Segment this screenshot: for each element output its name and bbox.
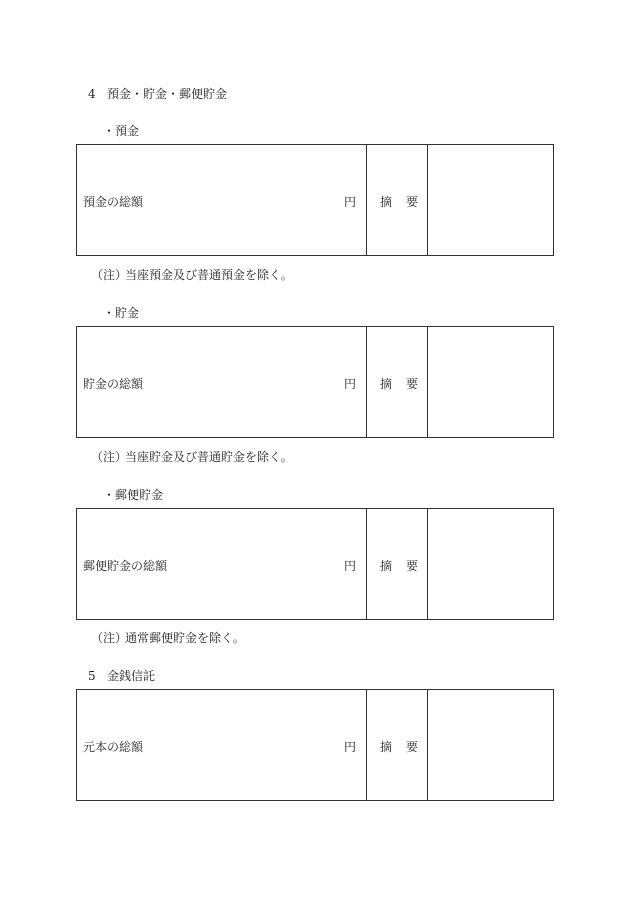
savings-unit: 円 <box>344 377 357 391</box>
section-5-title: 金銭信託 <box>107 669 156 683</box>
postal-total-label: 郵便貯金の総額 <box>83 559 168 573</box>
section-5-number: 5 <box>88 669 96 683</box>
deposit-table <box>76 144 554 256</box>
postal-memo-label <box>380 557 418 574</box>
savings-note-text: 当座貯金及び普通貯金を除く。 <box>125 450 293 464</box>
trust-divider-2 <box>427 690 428 800</box>
savings-note-paren: （注） <box>91 450 128 464</box>
postal-unit: 円 <box>344 559 357 573</box>
trust-memo-label <box>380 738 418 755</box>
postal-subheading: ・郵便貯金 <box>103 488 164 502</box>
section-5-heading <box>88 667 155 684</box>
savings-note <box>91 448 293 465</box>
postal-note-text: 通常郵便貯金を除く。 <box>125 631 245 645</box>
savings-divider-1 <box>366 327 367 437</box>
deposit-divider-1 <box>366 145 367 255</box>
trust-memo-left: 摘 <box>380 740 393 754</box>
trust-divider-1 <box>366 690 367 800</box>
postal-memo-right: 要 <box>406 559 419 573</box>
section-4-number: 4 <box>88 87 96 101</box>
postal-memo-left: 摘 <box>380 559 393 573</box>
deposit-unit: 円 <box>344 195 357 209</box>
deposit-memo-right: 要 <box>406 195 419 209</box>
deposit-total-label: 預金の総額 <box>83 195 144 209</box>
deposit-memo-left: 摘 <box>380 195 393 209</box>
postal-note-paren: （注） <box>91 631 128 645</box>
savings-total-label: 貯金の総額 <box>83 377 144 391</box>
trust-unit: 円 <box>344 740 357 754</box>
savings-table <box>76 326 554 438</box>
deposit-divider-2 <box>427 145 428 255</box>
postal-divider-1 <box>366 509 367 619</box>
trust-table <box>76 689 554 801</box>
savings-divider-2 <box>427 327 428 437</box>
deposit-memo-label <box>380 193 418 210</box>
savings-subheading: ・貯金 <box>103 306 140 320</box>
section-4-title: 預金・貯金・郵便貯金 <box>107 87 228 101</box>
savings-memo-left: 摘 <box>380 377 393 391</box>
deposit-note-paren: （注） <box>91 268 128 282</box>
postal-divider-2 <box>427 509 428 619</box>
savings-memo-right: 要 <box>406 377 419 391</box>
postal-note <box>91 629 245 646</box>
trust-principal-label: 元本の総額 <box>83 740 144 754</box>
savings-memo-label <box>380 375 418 392</box>
deposit-note-text: 当座預金及び普通預金を除く。 <box>125 268 293 282</box>
deposit-subheading: ・預金 <box>103 124 140 138</box>
postal-table <box>76 508 554 620</box>
deposit-note <box>91 266 293 283</box>
trust-memo-right: 要 <box>406 740 419 754</box>
section-4-heading <box>88 85 227 102</box>
